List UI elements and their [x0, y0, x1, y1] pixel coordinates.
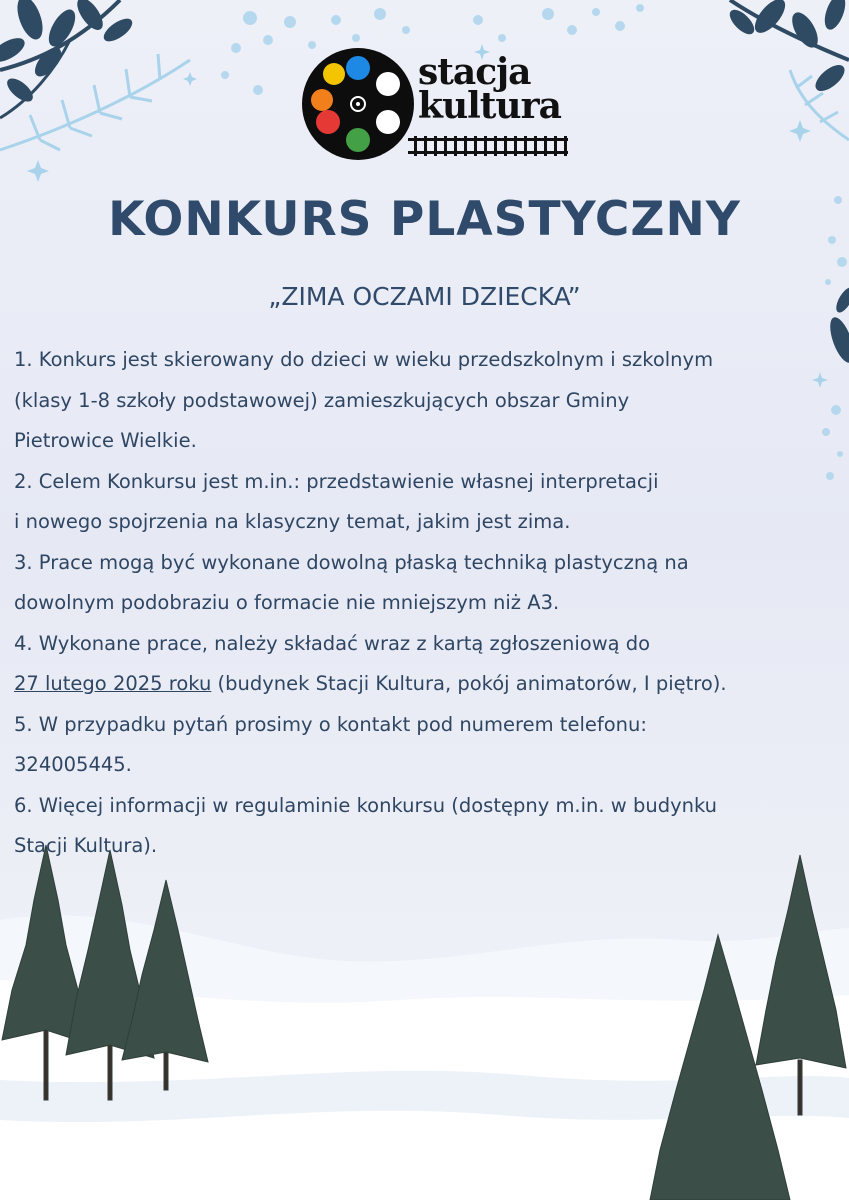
rule-3-line-1: 3. Prace mogą być wykonane dowolną płaską techniką plastyczną na [14, 550, 689, 574]
rule-3 [14, 543, 844, 624]
film-reel-icon [300, 44, 420, 164]
rule-6 [14, 786, 844, 867]
rule-1-line-1: 1. Konkurs jest skierowany do dzieci w wieku przedszkolnym i szkolnym [14, 348, 714, 371]
rail-track-icon [408, 134, 568, 158]
rule-2-line-2: i nowego spojrzenia na klasyczny temat, jakim jest zima. [14, 510, 571, 533]
page-title: KONKURS PLASTYCZNY [108, 192, 741, 247]
rule-2 [14, 462, 844, 543]
logo-text-stacja: stacja [418, 51, 531, 93]
rule-1-line-3: Pietrowice Wielkie. [14, 429, 197, 452]
rule-4-line-2 [14, 664, 844, 705]
logo-text-kultura: kultura [418, 85, 561, 127]
deadline-date: 27 lutego 2025 roku [14, 672, 212, 695]
rules-list [14, 340, 844, 867]
rule-3-line-2: dowolnym podobraziu o formacie nie mniejszym niż A3. [14, 591, 560, 614]
contest-subtitle: „ZIMA OCZAMI DZIECKA” [268, 282, 581, 311]
rule-5 [14, 705, 844, 786]
rule-2-line-1: 2. Celem Konkursu jest m.in.: przedstawienie własnej interpretacji [14, 469, 659, 493]
rule-4-location: (budynek Stacji Kultura, pokój animatorów, I piętro). [211, 672, 727, 695]
rule-1 [14, 340, 844, 462]
branch-top-right [726, 0, 849, 95]
fern-top-left [0, 54, 190, 150]
rule-4 [14, 624, 844, 705]
rule-6-line-1: 6. Więcej informacji w regulaminie konkursu (dostępny m.in. w budynku [14, 793, 718, 817]
rule-6-line-2: Stacji Kultura). [14, 834, 158, 857]
rule-5-line-1: 5. W przypadku pytań prosimy o kontakt pod numerem telefonu: [14, 712, 647, 736]
rule-1-line-2: (klasy 1-8 szkoły podstawowej) zamieszkujących obszar Gminy [14, 388, 630, 412]
rule-4-line-1: 4. Wykonane prace, należy składać wraz z kartą zgłoszeniową do [14, 631, 651, 655]
branch-top-left [0, 0, 135, 118]
phone-number: 324005445. [14, 753, 132, 776]
stacja-kultura-logo [300, 44, 570, 164]
